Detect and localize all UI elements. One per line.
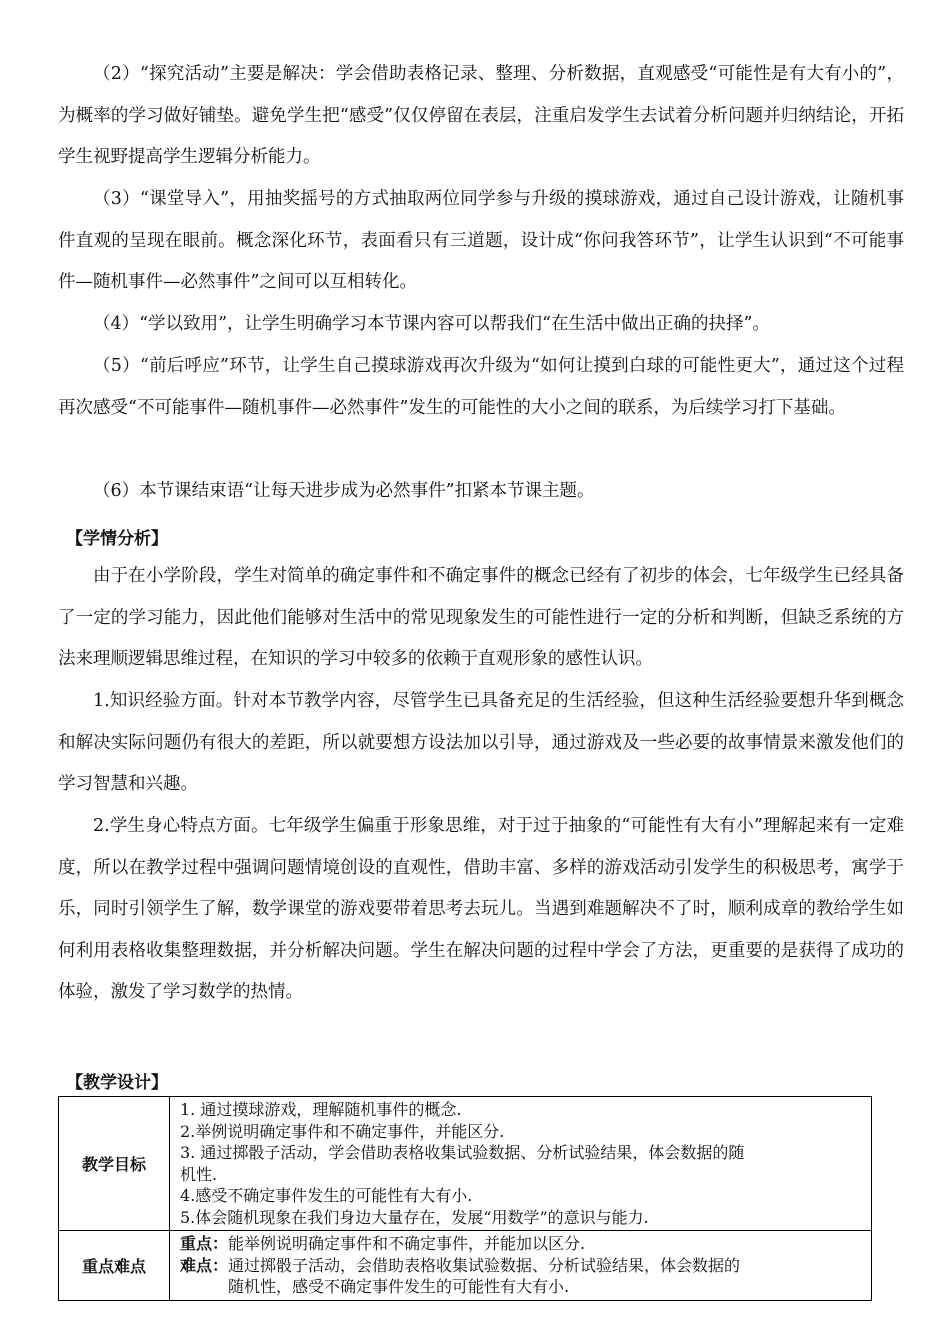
paragraph-learning-intro: 由于在小学阶段，学生对简单的确定事件和不确定事件的概念已经有了初步的体会，七年级学生已经具备了一定的学习能力，因此他们能够对生活中的常见现象发生的可能性进行一定的分析和判断，但缺乏系统的方法来理顺逻辑思维过程，在知识的学习中较多的依赖于直观形象的感性认识。 bbox=[58, 566, 904, 669]
paragraph-inquiry-activity: （2）“探究活动”主要是解决：学会借助表格记录、整理、分析数据，直观感受“可能性是有大有小的”，为概率的学习做好铺垫。避免学生把“感受”仅仅停留在表层，注重启发学生去试着分析问题并归纳结论，开拓学生视野提高学生逻辑分析能力。 bbox=[58, 64, 904, 167]
goal-item: 3. 通过掷骰子活动，学会借助表格收集试验数据、分析试验结果，体会数据的随 bbox=[180, 1143, 745, 1162]
difficulty-text-continued: 随机性，感受不确定事件发生的可能性有大有小. bbox=[228, 1277, 570, 1296]
paragraph-student-characteristics: 2.学生身心特点方面。七年级学生偏重于形象思维，对于过于抽象的“可能性有大有小”理解起来有一定难度，所以在教学过程中强调问题情境创设的直观性，借助丰富、多样的游戏活动引发学生的积极思考，寓学于乐，同时引领学生了解，数学课堂的游戏要带着思考去玩儿。当遇到难题解决不了时，顺利成章的教给学生如何利用表格收集整理数据，并分析解决问题。学生在解决问题的过程中学会了方法，更重要的是获得了成功的体验，激发了学习数学的热情。 bbox=[58, 816, 904, 1002]
heading-learning-analysis: 【学情分析】 bbox=[66, 529, 168, 549]
paragraph-class-intro: （3）“课堂导入”，用抽奖摇号的方式抽取两位同学参与升级的摸球游戏，通过自己设计游戏，让随机事件直观的呈现在眼前。概念深化环节，表面看只有三道题，设计成“你问我答环节”，让学生认识到“不可能事件—随机事件—必然事件”之间可以互相转化。 bbox=[58, 189, 904, 292]
paragraph-apply-learning: （4）“学以致用”，让学生明确学习本节课内容可以帮我们“在生活中做出正确的抉择”。 bbox=[93, 314, 770, 334]
heading-teaching-design: 【教学设计】 bbox=[66, 1073, 168, 1093]
table-row-goals bbox=[59, 1097, 872, 1231]
goal-item: 4.感受不确定事件发生的可能性有大有小. bbox=[180, 1186, 473, 1205]
goal-item: 2.举例说明确定事件和不确定事件，并能区分. bbox=[180, 1121, 505, 1141]
difficulty-line bbox=[180, 1255, 865, 1277]
paragraph-echo-section: （5）“前后呼应”环节，让学生自己摸球游戏再次升级为“如何让摸到白球的可能性更大”，通过这个过程再次感受“不可能事件—随机事件—必然事件”发生的可能性的大小之间的联系，为后续学习打下基础。 bbox=[58, 356, 904, 418]
table-row-key-points bbox=[59, 1231, 872, 1301]
difficulty-text: 通过掷骰子活动，会借助表格收集试验数据、分析试验结果，体会数据的 bbox=[228, 1255, 741, 1275]
goal-item-continued: 机性. bbox=[180, 1164, 218, 1184]
paragraph-knowledge-experience: 1.知识经验方面。针对本节教学内容，尽管学生已具备充足的生活经验，但这种生活经验要想升华到概念和解决实际问题仍有很大的差距，所以就要想方设法加以引导，通过游戏及一些必要的故事情景来激发他们的学习智慧和兴趣。 bbox=[58, 691, 904, 794]
key-points-content bbox=[170, 1231, 872, 1301]
key-points-label: 重点难点 bbox=[59, 1231, 170, 1301]
difficulty-label: 难点： bbox=[180, 1255, 229, 1275]
teaching-design-table bbox=[58, 1096, 872, 1301]
goal-item: 5.体会随机现象在我们身边大量存在，发展“用数学”的意识与能力. bbox=[180, 1207, 649, 1227]
goal-item: 1. 通过摸球游戏，理解随机事件的概念. bbox=[180, 1100, 462, 1119]
key-point-label: 重点： bbox=[180, 1234, 229, 1253]
key-point-text: 能举例说明确定事件和不确定事件，并能加以区分. bbox=[228, 1234, 586, 1253]
paragraph-closing-remark: （6）本节课结束语“让每天进步成为必然事件”扣紧本节课主题。 bbox=[93, 481, 595, 501]
goals-label: 教学目标 bbox=[59, 1097, 170, 1231]
key-point-line bbox=[180, 1233, 865, 1255]
goals-content bbox=[170, 1097, 872, 1231]
